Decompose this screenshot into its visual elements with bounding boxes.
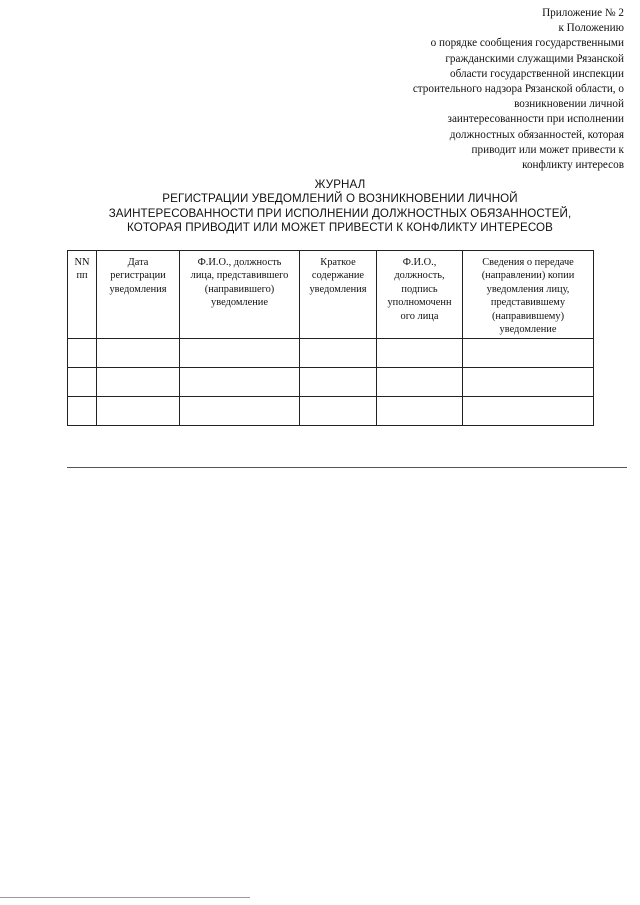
appendix-line: области государственной инспекции [449, 67, 624, 80]
column-header-line: подпись [401, 283, 438, 295]
column-header-line: содержание [311, 270, 365, 282]
appendix-header [324, 6, 624, 173]
horizontal-divider [67, 467, 627, 468]
journal-subtitle-line: ЗАИНТЕРЕСОВАННОСТИ ПРИ ИСПОЛНЕНИИ ДОЛЖНОСТНЫХ ОБЯЗАННОСТЕЙ, [108, 206, 572, 220]
column-header-line: уведомление [499, 324, 557, 336]
column-header-line: представившему [490, 297, 566, 309]
column-header-line: пп [76, 270, 88, 282]
appendix-line: приводит или может привести к [471, 143, 624, 156]
column-header-line: (направившего) [204, 283, 275, 295]
column-header-line: Сведения о передаче [482, 257, 574, 268]
column-header [180, 251, 300, 339]
appendix-line: конфликту интересов [522, 159, 624, 172]
column-header-line: (направившему) [491, 310, 565, 322]
table-cell [300, 339, 377, 368]
table-cell [300, 397, 377, 426]
column-header [463, 251, 594, 339]
journal-title [60, 178, 620, 236]
column-header-line: регистрации [110, 270, 166, 282]
table-cell [180, 397, 300, 426]
table-header-row [68, 251, 594, 339]
column-header-line: уведомления [109, 283, 167, 295]
column-header-line: уведомления лицу, [486, 283, 570, 295]
table-cell [463, 397, 594, 426]
table-cell [68, 368, 97, 397]
column-header-line: Краткое [320, 257, 356, 268]
table-cell [377, 339, 463, 368]
column-header-line: Ф.И.О., [402, 257, 437, 268]
table-cell [97, 339, 180, 368]
column-header-line: уведомление [211, 297, 268, 309]
table-cell [97, 397, 180, 426]
column-header [300, 251, 377, 339]
column-header-line: уведомления [309, 283, 367, 295]
table-row [68, 397, 594, 426]
column-header-line: должность, [394, 270, 445, 282]
column-header-line: (направлении) копии [481, 270, 575, 282]
table-cell [180, 368, 300, 397]
journal-subtitle-line: РЕГИСТРАЦИИ УВЕДОМЛЕНИЙ О ВОЗНИКНОВЕНИИ ЛИЧНОЙ [162, 192, 518, 206]
table-cell [180, 339, 300, 368]
table-cell [377, 368, 463, 397]
notification-journal-table [67, 250, 594, 426]
table-cell [300, 368, 377, 397]
column-header-line: Дата [127, 257, 149, 268]
table-cell [463, 368, 594, 397]
appendix-line: гражданскими служащими Рязанской [445, 52, 624, 65]
column-header [68, 251, 97, 339]
appendix-line: Приложение № 2 [542, 7, 624, 19]
appendix-line: должностных обязанностей, которая [449, 128, 624, 141]
journal-subtitle-line: КОТОРАЯ ПРИВОДИТ ИЛИ МОЖЕТ ПРИВЕСТИ К КОНФЛИКТУ ИНТЕРЕСОВ [127, 221, 553, 235]
appendix-line: строительного надзора Рязанской области, о [412, 83, 624, 96]
page-bottom-line [0, 897, 250, 898]
table-cell [68, 397, 97, 426]
table-cell [377, 397, 463, 426]
appendix-line: к Положению [558, 22, 624, 35]
column-header-line: Ф.И.О., должность [197, 257, 282, 268]
table-cell [68, 339, 97, 368]
table-cell [97, 368, 180, 397]
table-row [68, 339, 594, 368]
appendix-line: возникновении личной [514, 98, 624, 111]
table-row [68, 368, 594, 397]
column-header-line: уполномоченн [387, 297, 452, 309]
column-header-line: лица, представившего [190, 270, 289, 282]
column-header-line: ого лица [400, 310, 439, 322]
appendix-line: заинтересованности при исполнении [447, 113, 624, 126]
appendix-line: о порядке сообщения государственными [430, 37, 624, 50]
table-cell [463, 339, 594, 368]
journal-heading: ЖУРНАЛ [314, 178, 366, 191]
column-header [377, 251, 463, 339]
column-header-line: NN [74, 257, 90, 268]
column-header [97, 251, 180, 339]
